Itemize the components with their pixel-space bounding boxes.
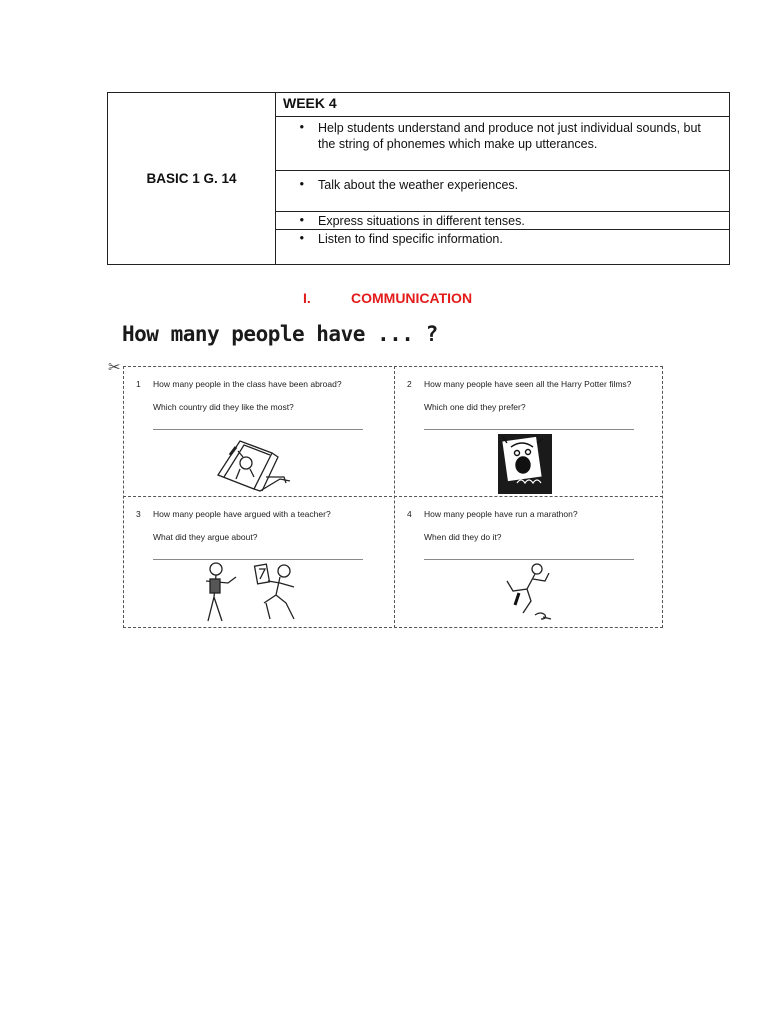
section-heading	[0, 290, 768, 310]
card-follow-up: Which one did they prefer?	[424, 402, 526, 412]
bullet-icon: •	[299, 120, 304, 134]
week-title: WEEK 4	[276, 93, 730, 117]
objective-row	[276, 117, 730, 171]
magazine-icon	[210, 433, 298, 493]
bullet-icon: •	[299, 177, 304, 191]
question-card	[395, 497, 663, 625]
scared-face-icon	[497, 433, 553, 495]
lesson-plan-table	[107, 92, 730, 265]
argument-icon	[194, 561, 308, 623]
card-question: How many people have argued with a teacher?	[153, 509, 331, 519]
section-title: COMMUNICATION	[351, 290, 473, 306]
objective-text: Talk about the weather experiences.	[318, 178, 519, 192]
section-number: I.	[303, 290, 311, 306]
scissors-icon: ✂	[108, 359, 121, 376]
runner-icon	[499, 561, 565, 623]
card-number: 3	[136, 509, 141, 519]
answer-line	[424, 429, 634, 430]
card-question: How many people have seen all the Harry Potter films?	[424, 379, 632, 389]
question-card	[395, 367, 663, 495]
question-card	[124, 497, 392, 625]
objective-row	[276, 171, 730, 212]
level-cell: BASIC 1 G. 14	[108, 93, 276, 265]
objective-text: Help students understand and produce not just individual sounds, but the string of phonemes which make up utterances.	[318, 121, 701, 151]
card-number: 2	[407, 379, 412, 389]
objective-text: Express situations in different tenses.	[318, 214, 525, 228]
objective-row	[276, 230, 730, 265]
question-card	[124, 367, 392, 495]
worksheet-title: How many people have ... ?	[122, 322, 438, 346]
bullet-icon: •	[299, 231, 304, 245]
card-question: How many people in the class have been abroad?	[153, 379, 342, 389]
card-follow-up: What did they argue about?	[153, 532, 258, 542]
card-number: 4	[407, 509, 412, 519]
card-question: How many people have run a marathon?	[424, 509, 578, 519]
card-follow-up: When did they do it?	[424, 532, 502, 542]
bullet-icon: •	[299, 213, 304, 227]
answer-line	[153, 559, 363, 560]
objective-text: Listen to find specific information.	[318, 232, 503, 246]
card-number: 1	[136, 379, 141, 389]
card-follow-up: Which country did they like the most?	[153, 402, 294, 412]
objective-row	[276, 212, 730, 230]
answer-line	[424, 559, 634, 560]
answer-line	[153, 429, 363, 430]
